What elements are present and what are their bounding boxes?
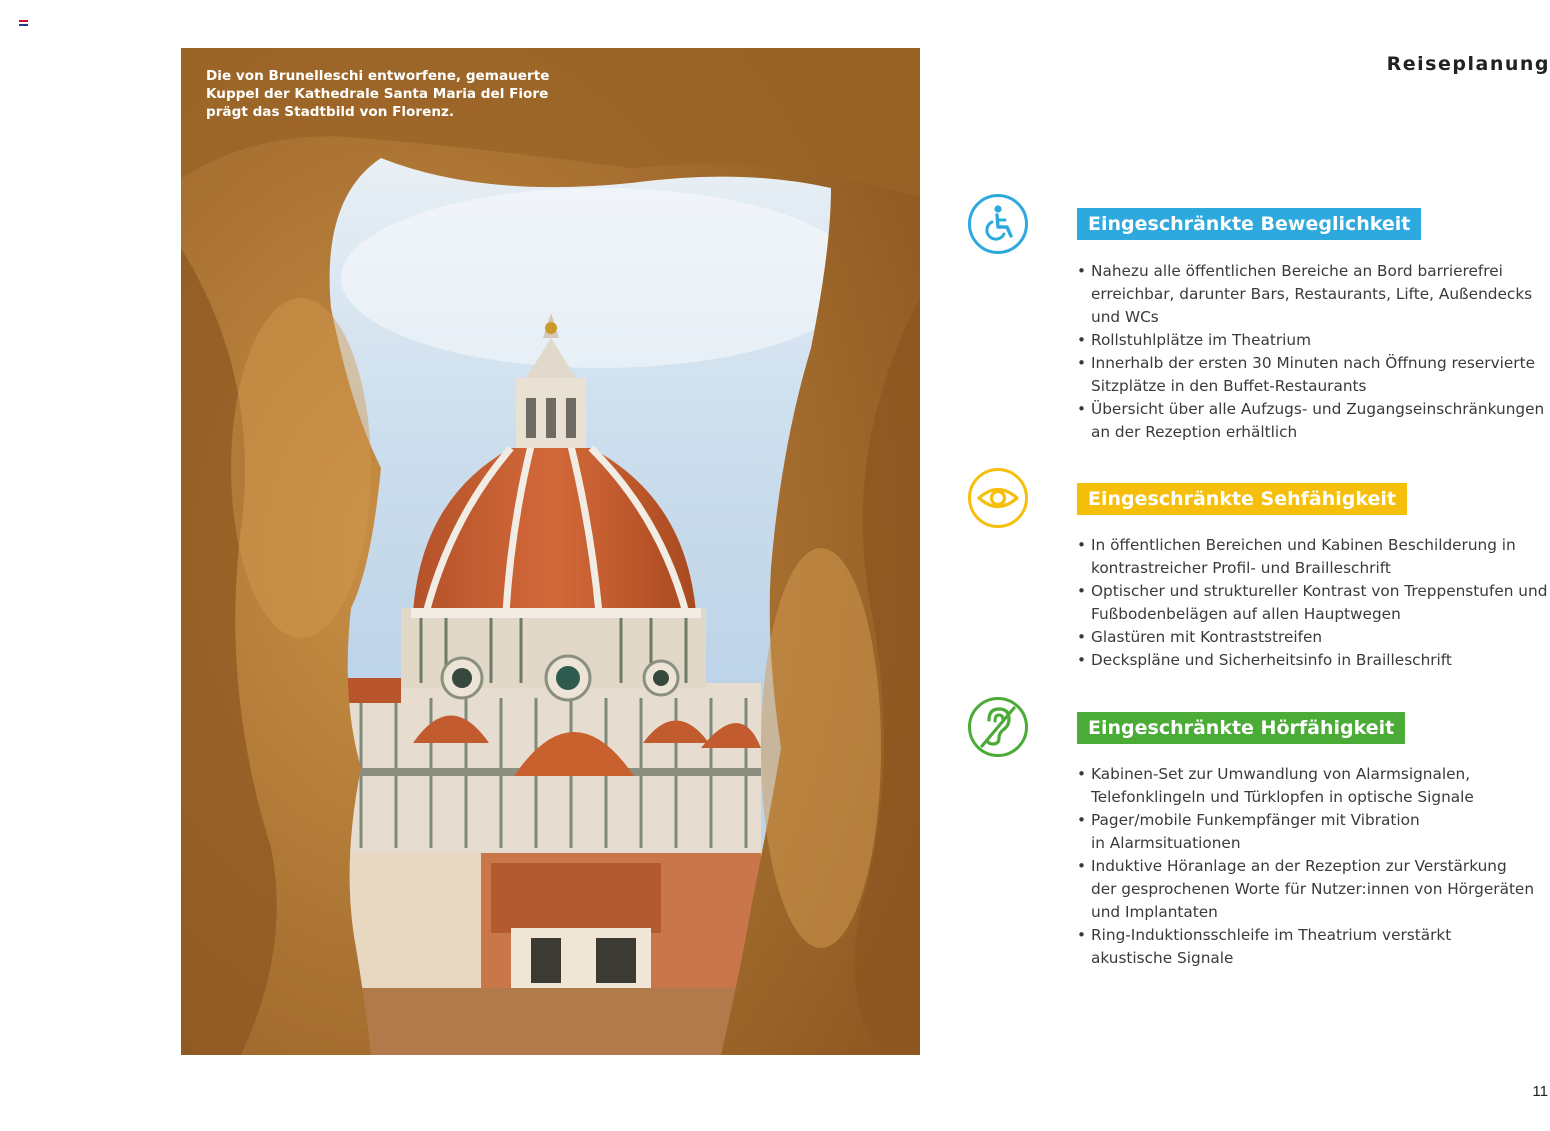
list-item-line: Sitzplätze in den Buffet-Restaurants	[1091, 377, 1367, 395]
list-item-line: • Rollstuhlplätze im Theatrium	[1091, 331, 1312, 349]
list-item-line: erreichbar, darunter Bars, Restaurants, Lifte, Außendecks	[1091, 285, 1533, 303]
list-item-line: • Pager/mobile Funkempfänger mit Vibration	[1091, 811, 1420, 829]
list-item-line: • Ring-Induktionsschleife im Theatrium verstärkt	[1091, 926, 1452, 944]
list-item-line: Fußbodenbelägen auf allen Hauptwegen	[1091, 605, 1401, 623]
section-title: Eingeschränkte Beweglichkeit	[1077, 208, 1421, 240]
florence-cathedral-photo	[181, 48, 920, 1055]
list-item	[1077, 626, 1547, 649]
list-item-line: und WCs	[1091, 308, 1159, 326]
list-item	[1077, 855, 1534, 924]
hearing-impaired-icon	[967, 696, 1029, 758]
feature-list	[1077, 534, 1547, 672]
caption-line: Die von Brunelleschi entworfene, gemauerte	[206, 68, 550, 84]
list-item-line: kontrastreicher Profil- und Brailleschrift	[1091, 559, 1391, 577]
list-item-line: akustische Signale	[1091, 949, 1234, 967]
section-title: Eingeschränkte Hörfähigkeit	[1077, 712, 1405, 744]
list-item-line: • Glastüren mit Kontraststreifen	[1091, 628, 1323, 646]
feature-list	[1077, 260, 1544, 444]
list-item-line: • Übersicht über alle Aufzugs- und Zugangseinschränkungen	[1091, 400, 1545, 418]
page-section-title: Reiseplanung	[1386, 53, 1550, 75]
photo-caption	[206, 67, 566, 121]
eye-icon	[967, 467, 1029, 529]
list-item	[1077, 260, 1544, 329]
list-item	[1077, 329, 1544, 352]
feature-list	[1077, 763, 1534, 970]
wheelchair-icon	[967, 193, 1029, 255]
section-title: Eingeschränkte Sehfähigkeit	[1077, 483, 1407, 515]
list-item-line: • Nahezu alle öffentlichen Bereiche an Bord barrierefrei	[1091, 262, 1503, 280]
page-number: 11	[1532, 1083, 1548, 1100]
list-item-line: • In öffentlichen Bereichen und Kabinen Beschilderung in	[1091, 536, 1516, 554]
caption-line: Kuppel der Kathedrale Santa Maria del Fiore	[206, 86, 549, 102]
flag-icon	[19, 20, 28, 26]
list-item	[1077, 649, 1547, 672]
list-item-line: in Alarmsituationen	[1091, 834, 1241, 852]
list-item-line: der gesprochenen Worte für Nutzer:innen von Hörgeräten	[1091, 880, 1535, 898]
list-item	[1077, 924, 1534, 970]
list-item-line: • Induktive Höranlage an der Rezeption zur Verstärkung	[1091, 857, 1507, 875]
list-item-line: Telefonklingeln und Türklopfen in optische Signale	[1091, 788, 1474, 806]
list-item-line: • Deckspläne und Sicherheitsinfo in Brailleschrift	[1091, 651, 1452, 669]
list-item-line: und Implantaten	[1091, 903, 1218, 921]
list-item	[1077, 580, 1547, 626]
list-item-line: • Innerhalb der ersten 30 Minuten nach Öffnung reservierte	[1091, 354, 1535, 372]
list-item	[1077, 534, 1547, 580]
list-item	[1077, 763, 1534, 809]
list-item-line: an der Rezeption erhältlich	[1091, 423, 1298, 441]
list-item	[1077, 398, 1544, 444]
list-item-line: • Kabinen-Set zur Umwandlung von Alarmsignalen,	[1091, 765, 1471, 783]
list-item-line: • Optischer und struktureller Kontrast von Treppenstufen und	[1091, 582, 1548, 600]
list-item	[1077, 352, 1544, 398]
caption-line: prägt das Stadtbild von Florenz.	[206, 104, 455, 120]
list-item	[1077, 809, 1534, 855]
